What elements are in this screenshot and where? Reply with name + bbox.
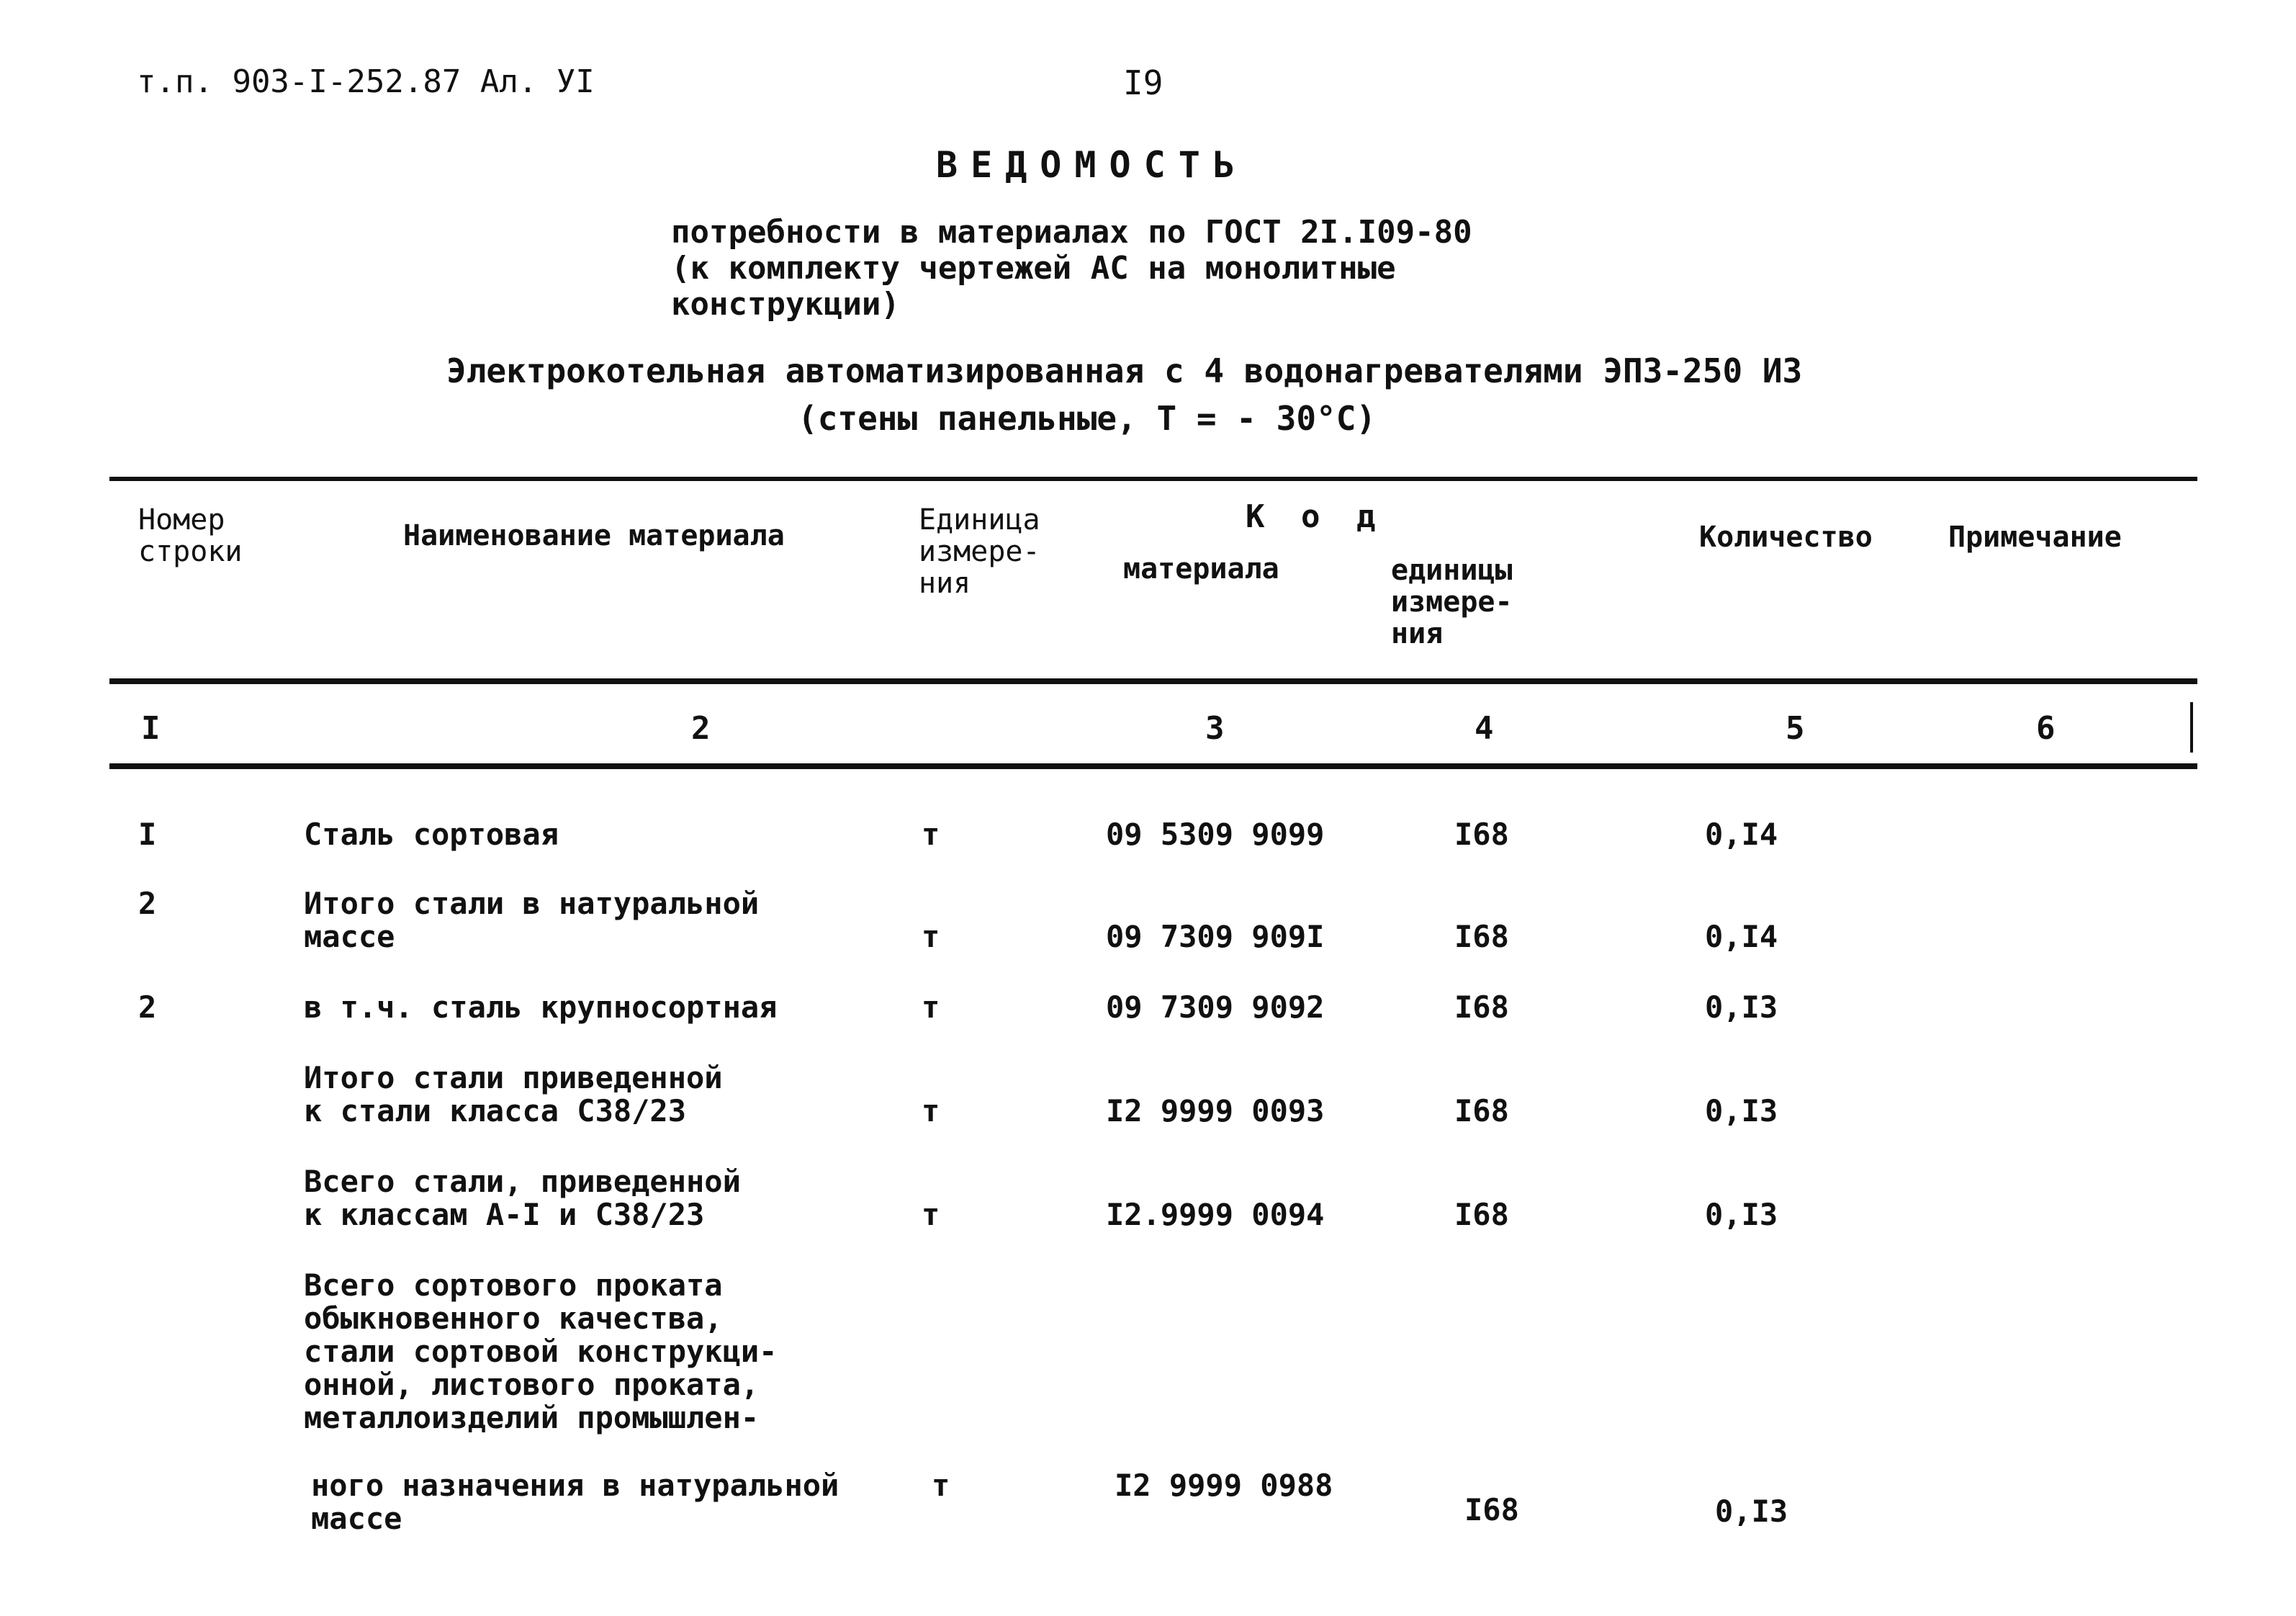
material-code: I2 9999 0988 — [1115, 1468, 1333, 1503]
unit: т — [922, 1093, 940, 1128]
table-top-rule — [109, 477, 2197, 481]
header-code-material: материала — [1123, 552, 1279, 585]
unit: т — [922, 817, 940, 852]
unit: т — [922, 989, 940, 1025]
object-subtitle: (стены панельные, T = - 30°С) — [798, 399, 1377, 438]
header-code-group: К о д — [1246, 498, 1385, 535]
material-name: Всего стали, приведенной к классам А-I и С38/23 — [304, 1164, 741, 1232]
material-name: ного назначения в натуральной массе — [311, 1468, 839, 1536]
material-name: Всего сортового проката обыкновенного качества, стали сортовой конструкци- онной, листового проката, металлоизделий промышлен- — [304, 1267, 778, 1435]
column-number-2: 2 — [691, 710, 711, 747]
header-bottom-rule — [109, 678, 2197, 684]
unit: т — [922, 1197, 940, 1232]
quantity: 0,I3 — [1705, 989, 1778, 1025]
header-unit: Единица измере- ния — [919, 503, 1040, 600]
material-code: 09 7309 9092 — [1106, 989, 1325, 1025]
material-code: I2.9999 0094 — [1106, 1197, 1325, 1232]
header-row-number: Номер строки — [138, 503, 243, 568]
unit: т — [922, 919, 940, 954]
column-number-3: 3 — [1205, 710, 1225, 747]
unit-code: I68 — [1464, 1492, 1519, 1527]
column-number-6: 6 — [2036, 710, 2056, 747]
column-separator-tick — [2190, 702, 2193, 753]
header-material-name: Наименование материала — [403, 519, 785, 552]
page-number: I9 — [1123, 63, 1163, 102]
quantity: 0,I4 — [1705, 817, 1778, 852]
unit-code: I68 — [1454, 817, 1509, 852]
column-number-4: 4 — [1475, 710, 1494, 747]
material-code: 09 5309 9099 — [1106, 817, 1325, 852]
unit-code: I68 — [1454, 989, 1509, 1025]
quantity: 0,I3 — [1715, 1494, 1788, 1529]
material-name: Итого стали в натуральной массе — [304, 886, 760, 954]
quantity: 0,I3 — [1705, 1197, 1778, 1232]
quantity: 0,I3 — [1705, 1093, 1778, 1128]
unit-code: I68 — [1454, 1197, 1509, 1232]
row-number: 2 — [138, 989, 157, 1025]
document-reference: т.п. 903-I-252.87 Ал. УI — [137, 63, 595, 100]
material-name: Сталь сортовая — [304, 817, 559, 852]
unit-code: I68 — [1454, 1093, 1509, 1128]
unit-code: I68 — [1454, 919, 1509, 954]
material-name: в т.ч. сталь крупносортная — [304, 989, 778, 1025]
quantity: 0,I4 — [1705, 919, 1778, 954]
header-code-unit: единицы измере- ния — [1391, 554, 1513, 650]
object-title: Электрокотельная автоматизированная с 4 водонагревателями ЭПЗ-250 ИЗ — [446, 351, 1803, 390]
unit: т — [932, 1468, 950, 1503]
column-numbers-bottom-rule — [109, 763, 2197, 769]
document-title: ВЕДОМОСТЬ — [936, 144, 1248, 186]
material-name: Итого стали приведенной к стали класса С38/23 — [304, 1060, 723, 1128]
material-code: I2 9999 0093 — [1106, 1093, 1325, 1128]
row-number: I — [138, 817, 157, 852]
document-subtitle: потребности в материалах по ГОСТ 2I.I09-80 (к комплекту чертежей АС на монолитные конструкции) — [671, 214, 1472, 323]
column-number-1: I — [141, 710, 161, 747]
material-code: 09 7309 909I — [1106, 919, 1325, 954]
header-quantity: Количество — [1699, 521, 1873, 554]
row-number: 2 — [138, 886, 157, 921]
header-note: Примечание — [1948, 521, 2122, 554]
column-number-5: 5 — [1786, 710, 1805, 747]
